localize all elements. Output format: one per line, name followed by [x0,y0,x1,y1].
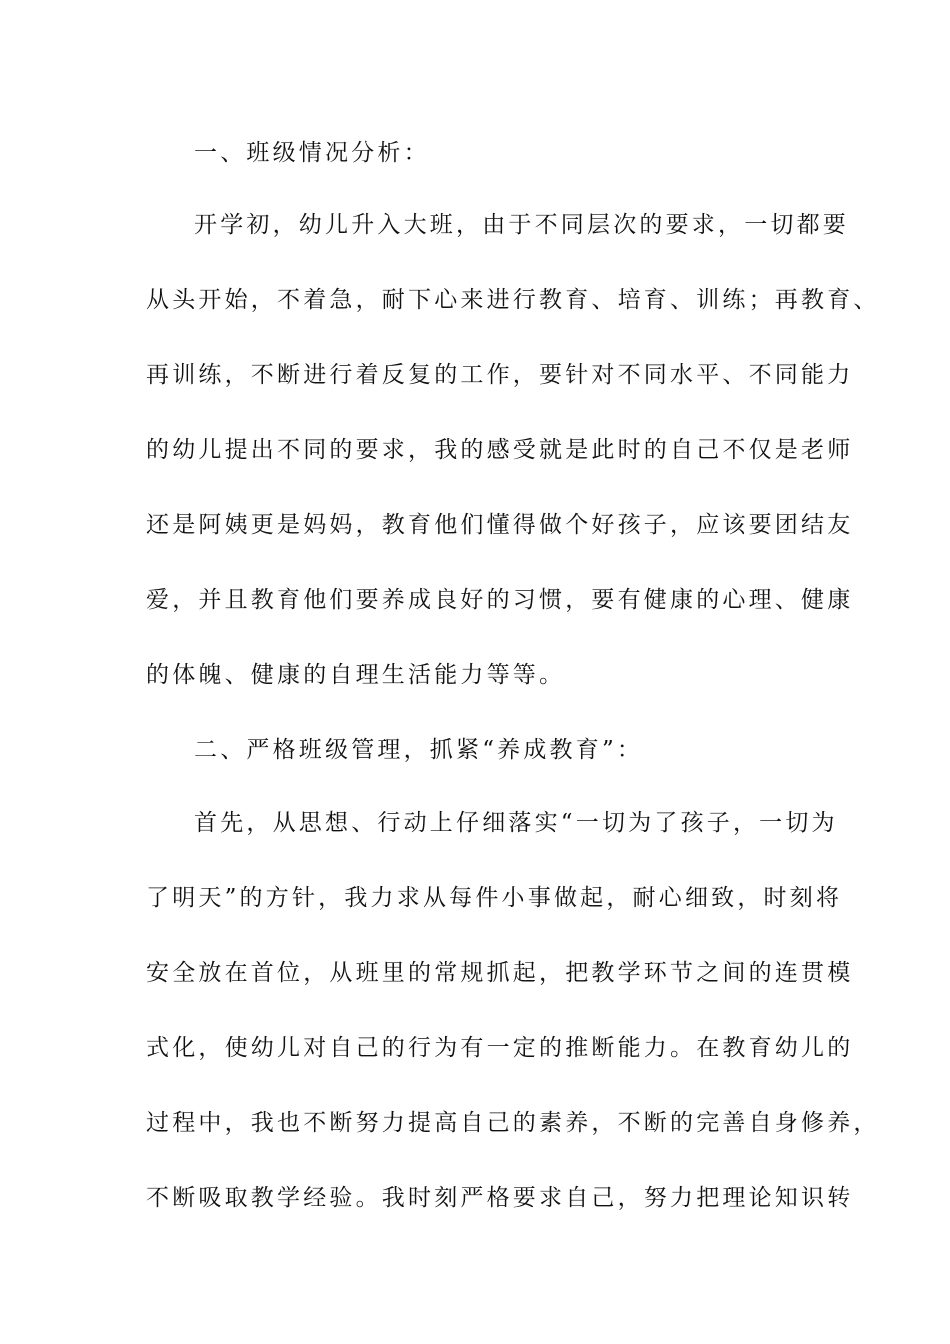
heading-class-management: 二、严格班级管理，抓紧“养成教育”： [194,737,644,763]
paragraph-line: 再训练，不断进行着反复的工作，要针对不同水平、不同能力 [146,362,854,388]
paragraph-line: 的幼儿提出不同的要求，我的感受就是此时的自己不仅是老师 [146,437,854,463]
paragraph-line: 了明天”的方针，我力求从每件小事做起，耐心细致，时刻将 [146,885,843,911]
paragraph-line: 过程中，我也不断努力提高自己的素养，不断的完善自身修养， [146,1110,880,1136]
paragraph-line: 安全放在首位，从班里的常规抓起，把教学环节之间的连贯模 [146,960,854,986]
paragraph-line: 的体魄、健康的自理生活能力等等。 [146,662,566,688]
paragraph-line: 从头开始，不着急，耐下心来进行教育、培育、训练；再教育、 [146,287,880,313]
paragraph-line: 还是阿姨更是妈妈，教育他们懂得做个好孩子，应该要团结友 [146,512,854,538]
paragraph-line: 开学初，幼儿升入大班，由于不同层次的要求，一切都要 [194,212,849,238]
paragraph-line: 式化，使幼儿对自己的行为有一定的推断能力。在教育幼儿的 [146,1035,854,1061]
heading-class-analysis: 一、班级情况分析： [194,140,430,166]
paragraph-line: 不断吸取教学经验。我时刻严格要求自己，努力把理论知识转 [146,1185,854,1211]
paragraph-line: 爱，并且教育他们要养成良好的习惯，要有健康的心理、健康 [146,587,854,613]
paragraph-line: 首先，从思想、行动上仔细落实“一切为了孩子，一切为 [194,810,838,836]
